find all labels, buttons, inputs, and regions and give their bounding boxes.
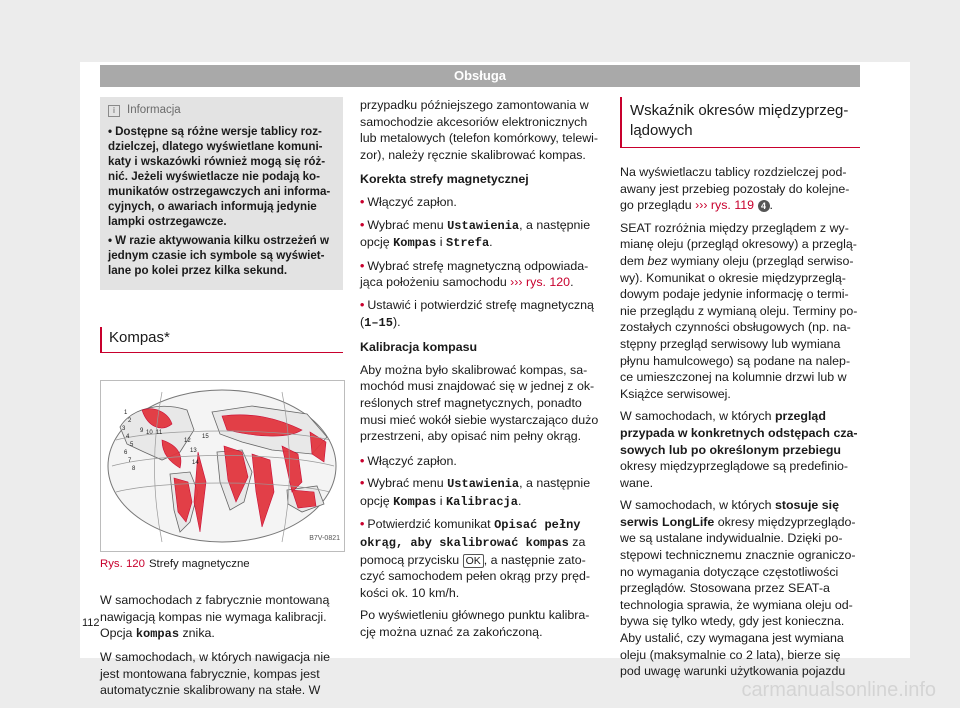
svg-text:8: 8 xyxy=(132,465,136,472)
svg-text:4: 4 xyxy=(126,433,130,440)
list-item: • Potwierdzić komunikat Opisać pełny okrąg, aby skalibrować kompas za pomocą przycisku OK , a następnie zato-czyć samochodem pełen okrąg przy pręd-kości ok. 10 km/h. xyxy=(360,517,591,600)
svg-text:3: 3 xyxy=(122,425,126,432)
figure-code: B7V-0821 xyxy=(309,535,340,542)
paragraph: Po wyświetleniu głównego punktu kalibra-cję można uznać za zakończoną. xyxy=(360,608,590,640)
list-item: • Wybrać menu Ustawienia, a następnie opcję Kompas i Kalibracja. xyxy=(360,476,591,509)
list-item: • Włączyć zapłon. xyxy=(360,453,457,468)
info-bullet: • Dostępne są różne wersje tablicy roz-dzielczej, dlatego wyświetlane komuni-katy i wskazówki również mogą się róż-nić. Jeżeli wyświetlacze nie podają ko-munikatów ostrzegawczych ani informa-cyjnych, o awariach informują jedynie lampki ostrzegawcze. xyxy=(108,125,331,228)
paragraph: W samochodach, w których stosuje się serwis LongLife okresy międzyprzeglądo-we są ustalane indywidualnie. Dzięki po-stępowi technicznemu znacznie ograniczo-no wymagania dotyczące częstotliwości przeglądów. Stosowana przez SEAT-a technologia sprawia, że wymiana oleju od-bywa się tylko wtedy, gdy jest konieczna. Aby ustalić, czy wymagana jest wymiana oleju (maksymalnie co 2 lata), bierze się pod uwagę warunki użytkowania pojazdu xyxy=(620,498,856,679)
paragraph: W samochodach, w których przegląd przypada w konkretnych odstępach cza-sowych lub po określonym przebiegu okresy międzyprzeglądowe są predefinio-wane. xyxy=(620,409,858,490)
paragraph: Aby można było skalibrować kompas, sa-mochód musi znajdować się w jednej z ok-reślonych stref magnetycznych, ponadto musi mieć wokół siebie wystarczająco dużo przestrzeni, aby opisać nim pełny okrąg. xyxy=(360,362,599,444)
figure-link[interactable]: ››› rys. 120 xyxy=(510,275,571,290)
svg-text:13: 13 xyxy=(190,447,197,454)
info-bullet: • W razie aktywowania kilku ostrzeżeń w jednym czasie ich symbole są wyświet-lane po kolei przez kilka sekund. xyxy=(108,234,329,277)
paragraph: przypadku późniejszego zamontowania w samochodzie akcesoriów elektronicznych lub metalowych (telefon komórkowy, telewi-zor), należy ręcznie skalibrować kompas. xyxy=(360,98,599,162)
ok-button-symbol: OK xyxy=(463,554,484,568)
list-item: • Włączyć zapłon. xyxy=(360,194,457,209)
figure-ref: Rys. 120 xyxy=(100,557,145,570)
info-box xyxy=(100,97,343,290)
callout-number: 4 xyxy=(758,200,770,212)
list-item: • Wybrać menu Ustawienia, a następnie opcję Kompas i Strefa. xyxy=(360,217,591,251)
subheading-calibration: Kalibracja kompasu xyxy=(360,340,478,355)
svg-text:11: 11 xyxy=(156,429,163,436)
svg-text:1: 1 xyxy=(124,409,128,416)
list-item: • Ustawić i potwierdzić strefę magnetyczną (1–15). xyxy=(360,297,594,330)
svg-text:5: 5 xyxy=(130,441,134,448)
list-item: • Wybrać strefę magnetyczną odpowiada-jąca położeniu samochodu ››› rys. 120. xyxy=(360,258,589,290)
figure-magnetic-zones xyxy=(100,380,345,552)
svg-text:14: 14 xyxy=(192,459,199,466)
svg-text:15: 15 xyxy=(202,433,209,440)
paragraph: W samochodach z fabrycznie montowaną nawigacją kompas nie wymaga kalibracji. Opcja kompas znika. xyxy=(100,593,330,642)
paragraph: W samochodach, w których nawigacja nie jest montowana fabrycznie, kompas jest automatycznie skalibrowany na stałe. W xyxy=(100,649,331,698)
paragraph: Na wyświetlaczu tablicy rozdzielczej pod-awany jest przebieg pozostały do kolejne-go przeglądu ››› rys. 119 4 . xyxy=(620,165,850,213)
subheading-correction: Korekta strefy magnetycznej xyxy=(360,172,529,187)
paragraph: SEAT rozróżnia między przeglądem z wy-mianę oleju (przegląd okresowy) a przeglą-dem bez wymiany oleju (przegląd serwiso-wy). Komunikat o okresie międzyprzeglą-dowym podaje jedynie informację o termi-nie przeglądu z wymianą oleju. Terminy po-zostałych czynności obsługowych (np. na-stępny przegląd serwisowy lub wymiana płynu hamulcowego) są podane na nalep-ce umieszczonej na kolumnie drzwi lub w Książce serwisowej. xyxy=(620,220,858,401)
section-title-service-interval: Wskaźnik okresów międzyprzeg-lądowych xyxy=(620,97,860,148)
page-number: 112 xyxy=(82,617,100,629)
figure-link[interactable]: ››› rys. 119 xyxy=(695,198,755,213)
figure-caption: Rys. 120 Strefy magnetyczne xyxy=(100,557,250,570)
column-1 xyxy=(100,97,343,705)
svg-text:10: 10 xyxy=(146,429,153,436)
svg-text:9: 9 xyxy=(140,427,144,434)
column-3 xyxy=(620,97,860,686)
svg-text:2: 2 xyxy=(128,417,132,424)
info-title xyxy=(108,103,335,118)
svg-text:6: 6 xyxy=(124,449,128,456)
info-icon: i xyxy=(108,105,120,117)
watermark: carmanualsonline.info xyxy=(741,679,936,701)
page-header: Obsługa xyxy=(100,65,860,87)
svg-text:12: 12 xyxy=(184,437,191,444)
svg-text:7: 7 xyxy=(128,457,132,464)
info-title-text: Informacja xyxy=(127,104,181,116)
column-2 xyxy=(360,97,603,647)
section-title-kompas: Kompas* xyxy=(100,327,343,353)
world-map-illustration xyxy=(102,382,343,550)
